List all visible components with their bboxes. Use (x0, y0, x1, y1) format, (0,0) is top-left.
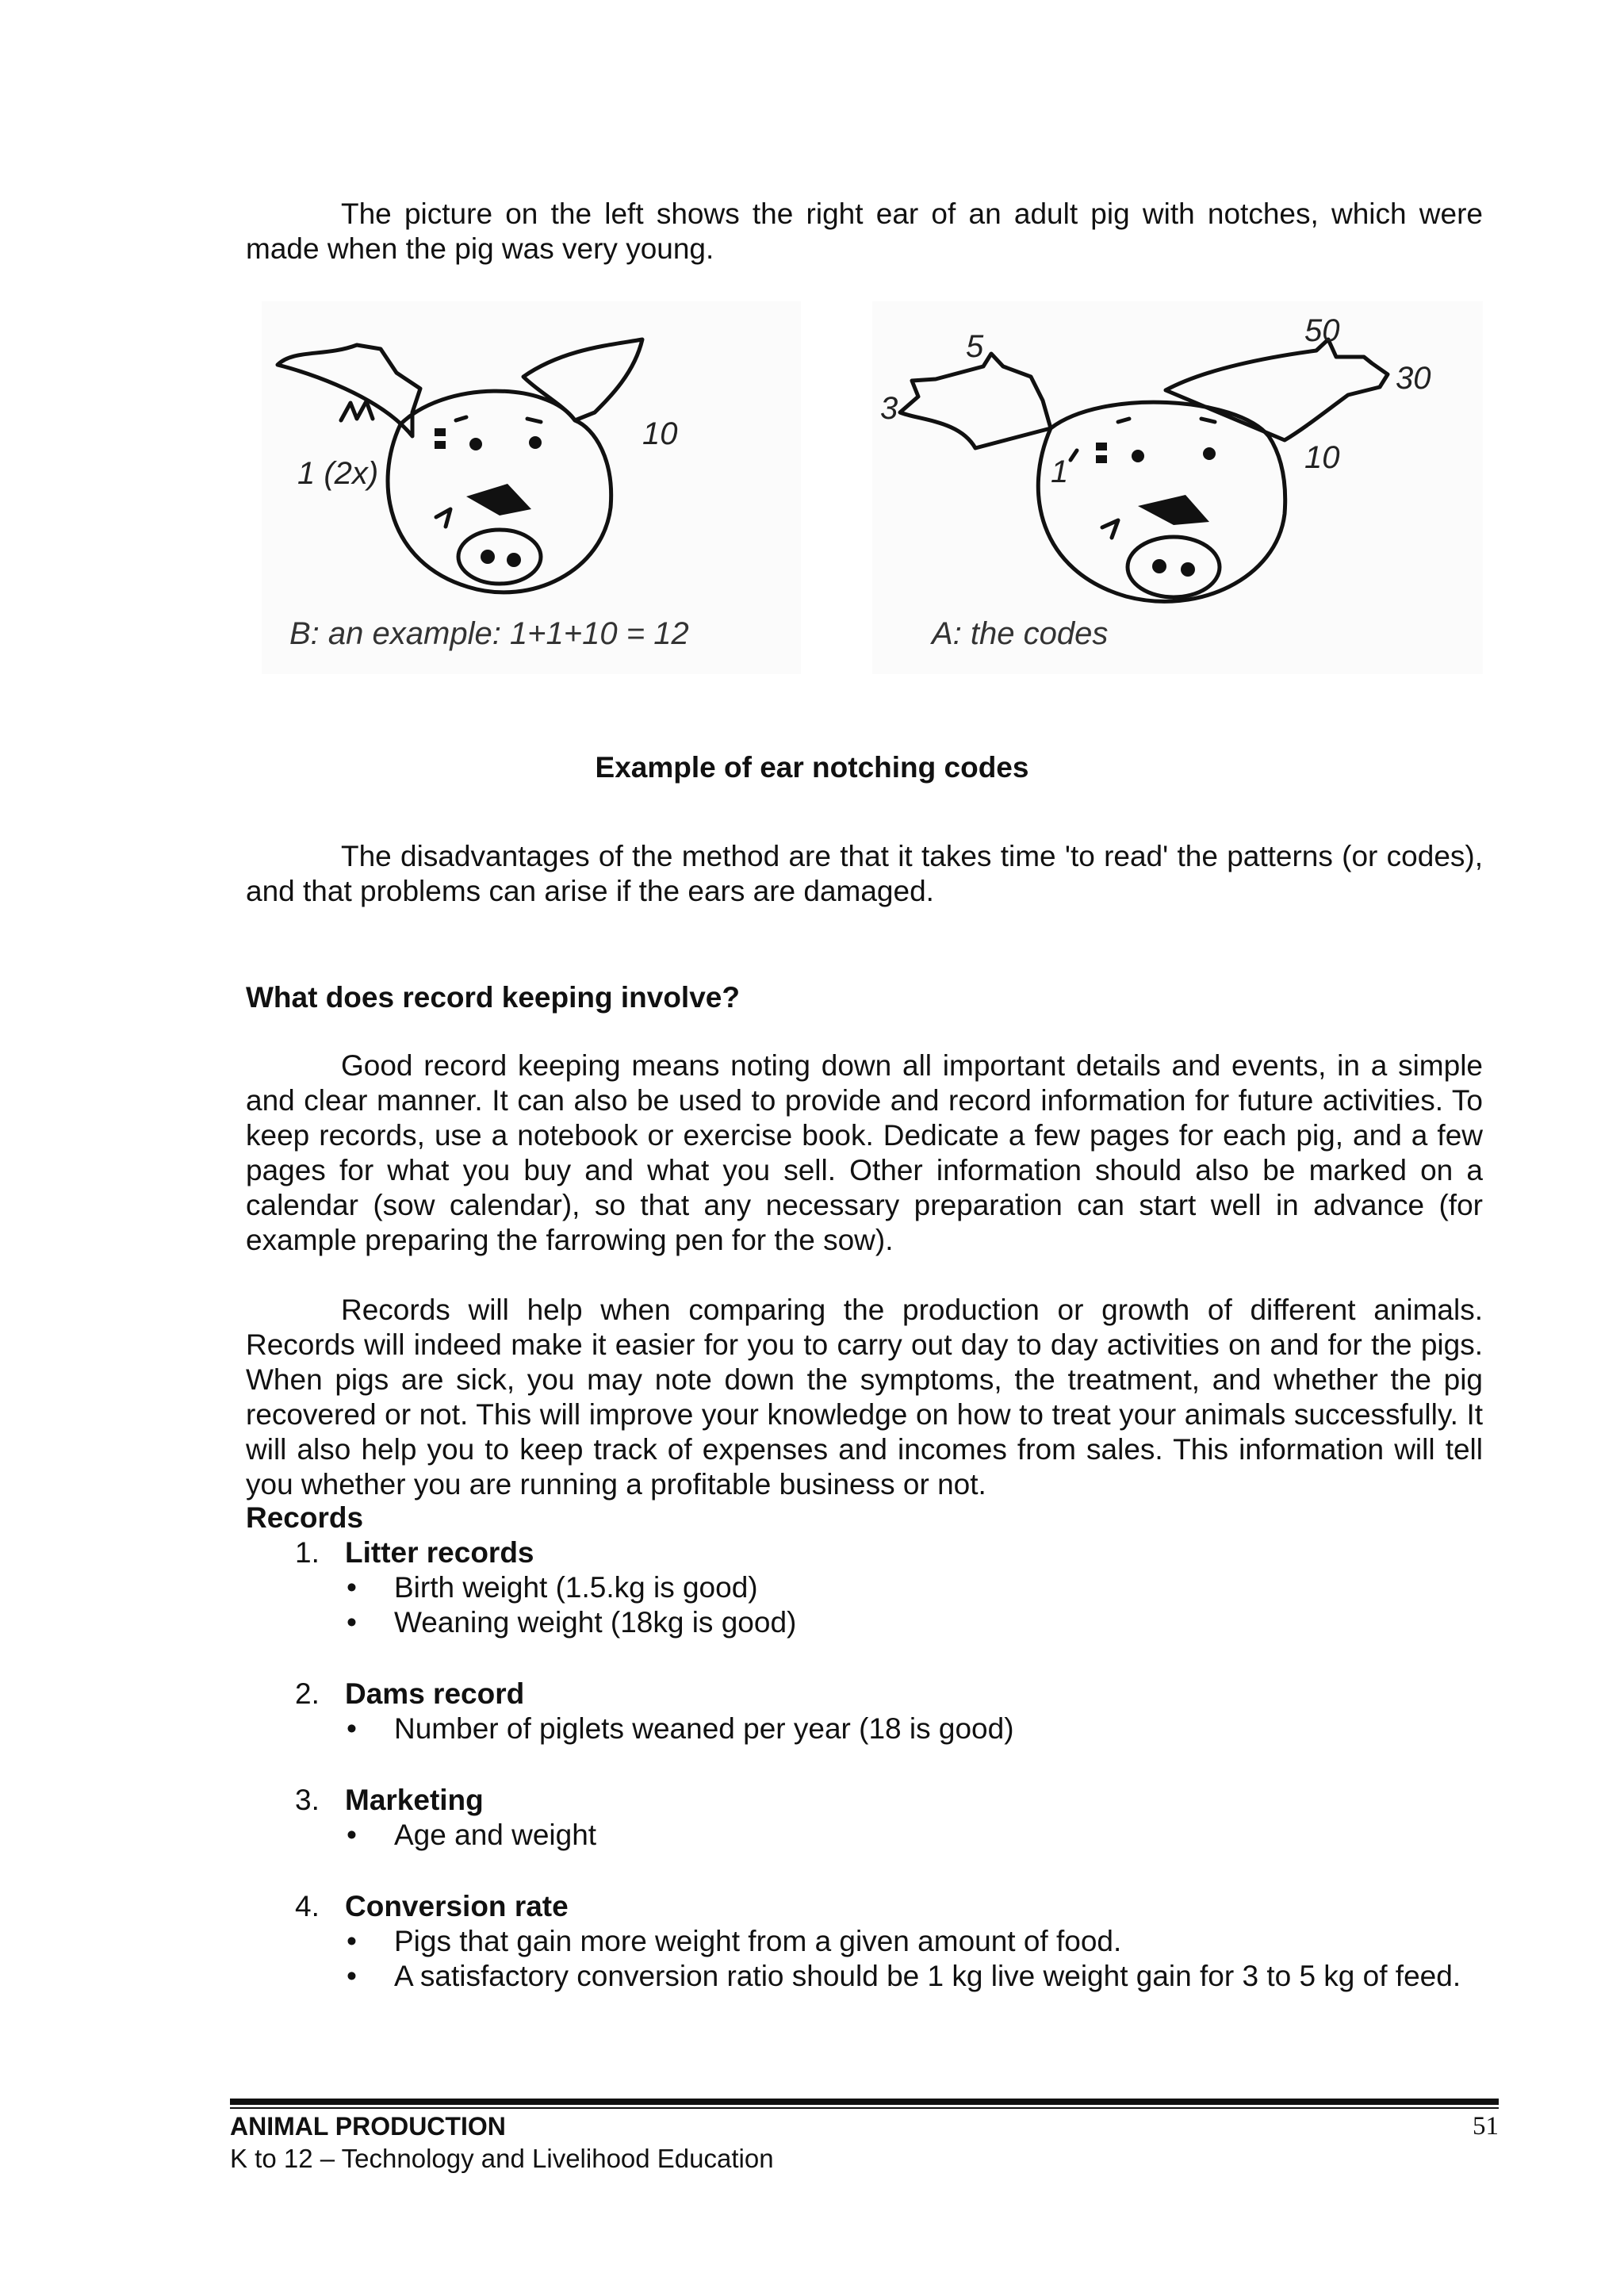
bullet-icon: • (347, 1960, 357, 1992)
record-keeping-paragraph: Good record keeping means noting down all important details and events, in a simple and clear manner. It can also be used to provide and record information for future activities. To keep records, use a notebook or exercise book. Dedicate a few pages for each pig, and a few pages for what you buy and what you sell. Other information should also be marked on a calendar (sow calendar), so that any necessary preparation can start well in advance (for example preparing the farrowing pen for the sow). (246, 1049, 1483, 1256)
figure-caption: Example of ear notching codes (595, 751, 1029, 784)
record-number: 3. (295, 1784, 320, 1816)
bullet-icon: • (347, 1819, 357, 1851)
notch-label-50: 50 (1304, 313, 1340, 348)
record-item-dams (246, 1677, 1483, 1746)
bullet-icon: • (347, 1925, 357, 1957)
record-title: Marketing (345, 1784, 484, 1816)
figure-b-caption: B: an example: 1+1+10 = 12 (289, 616, 689, 651)
notch-label-1: 1 (1051, 454, 1069, 489)
list-item (345, 1818, 1483, 1853)
spacer (246, 1640, 1483, 1677)
page-number: 51 (1473, 2112, 1499, 2141)
footer-divider-thin (230, 2107, 1499, 2109)
notch-label-3: 3 (880, 391, 898, 426)
record-title: Dams record (345, 1677, 525, 1710)
record-title: Litter records (345, 1536, 534, 1569)
bullet-text: A satisfactory conversion ratio should be 1 kg live weight gain for 3 to 5 kg of feed. (394, 1960, 1461, 1992)
list-item (345, 1924, 1483, 1959)
notch-label-5: 5 (966, 329, 984, 364)
bullet-text: Weaning weight (18kg is good) (394, 1606, 797, 1639)
list-item (345, 1605, 1483, 1640)
bullet-text: Number of piglets weaned per year (18 is good) (394, 1712, 1014, 1745)
records-list (246, 1535, 1483, 1994)
figure-a-caption: A: the codes (932, 616, 1109, 651)
bullet-icon: • (347, 1571, 357, 1604)
records-heading: Records (246, 1501, 364, 1534)
bullet-icon: • (347, 1606, 357, 1639)
section-heading: What does record keeping involve? (246, 981, 740, 1014)
pig-ear-codes-figure (872, 301, 1483, 674)
record-item-marketing (246, 1783, 1483, 1853)
spacer (246, 1853, 1483, 1889)
notch-label-10-right: 10 (1304, 440, 1340, 475)
footer-subtitle: K to 12 – Technology and Livelihood Education (230, 2144, 774, 2173)
list-item (345, 1570, 1483, 1605)
list-item (345, 1959, 1483, 1994)
disadvantages-paragraph: The disadvantages of the method are that it takes time 'to read' the patterns (or codes), and that problems can arise if the ears are damaged. (246, 840, 1483, 907)
bullet-icon: • (347, 1712, 357, 1745)
bullet-text: Age and weight (394, 1819, 597, 1851)
spacer (246, 1746, 1483, 1783)
record-number: 2. (295, 1677, 320, 1710)
intro-paragraph: The picture on the left shows the right ear of an adult pig with notches, which were made when the pig was very young. (246, 197, 1483, 265)
footer-title: ANIMAL PRODUCTION (230, 2112, 506, 2141)
record-item-litter (246, 1535, 1483, 1640)
footer-divider-thick (230, 2099, 1499, 2105)
record-number: 1. (295, 1536, 320, 1569)
notch-label-30: 30 (1396, 361, 1431, 396)
pig-ear-example-figure (262, 301, 801, 674)
record-number: 4. (295, 1890, 320, 1922)
notch-label-10: 10 (642, 416, 678, 451)
bullet-text: Pigs that gain more weight from a given amount of food. (394, 1925, 1122, 1957)
record-item-conversion (246, 1889, 1483, 1994)
records-benefits-paragraph: Records will help when comparing the production or growth of different animals. Records will indeed make it easier for you to carry out day to day activities on and for the pigs. When pigs are sick, you may note down the symptoms, the treatment, and whether the pig recovered or not. This will improve your knowledge on how to treat your animals successfully. It will also help you to keep track of expenses and incomes from sales. This information will tell you whether you are running a profitable business or not. (246, 1294, 1483, 1501)
list-item (345, 1711, 1483, 1746)
record-title: Conversion rate (345, 1890, 569, 1922)
bullet-text: Birth weight (1.5.kg is good) (394, 1571, 758, 1604)
notch-label-1-2x: 1 (2x) (297, 456, 379, 491)
